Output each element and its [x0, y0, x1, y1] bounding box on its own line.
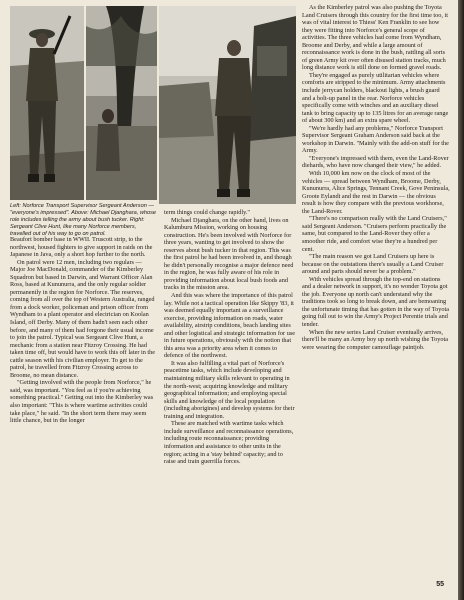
paragraph: "Everyone's impressed with them, even the Land-Rover diehards, who have now changed their view," he added.: [302, 154, 449, 170]
paragraph: When the new series Land Cruiser eventually arrives, there'll be many an Army boy up north wishing the Toyota were wearing the computer camouflage paintjob.: [302, 328, 449, 351]
paragraph: "The main reason we got Land Cruisers up here is because on the outstations there's usually a Land Cruiser around and parts should never be a problem.": [302, 253, 444, 276]
article-column-left: [10, 236, 156, 425]
paragraph: Michael Djanghara, on the other hand, lives on Kalumburu Mission, working on housing construction. He's been involved with Norforce for three years, wanting to get involved to show the reserves about bush tucker in that region. This was the first patrol he had been involved in, and though he didn't personally recognise a major defence need in the region, he was fully aware of his role in providing information about local bush foods and tracks in the mission area.: [164, 216, 294, 292]
page-number: 55: [436, 581, 444, 588]
paragraph: "There's no comparison really with the Land Cruisers," said Sergeant Anderson. "Cruisers perform practically the same, but compared to the Land-Rover they offer a smoother ride, and comfort wise they're a hundred per cent.: [302, 215, 447, 253]
paragraph: With vehicles spread through the top-end on stations and a dealer network in support, it's no wonder Toyota got the job. Everyone up north can't understand why the traditions took so long to break down, and are bemoaning the unfortunate timing that has gotten in the way of Toyota going full out to win the Army's Project Perentie trials and tender.: [302, 275, 449, 328]
paragraph: On patrol were 12 men, including two regulars — Major Joe MacDonald, commander of the Kimberley Squadron but based in Darwin, and Warrant Officer Alan Ross, based at Kununurra, and the only regular soldier permanently in the region for Norforce. The reserves, coming from all over the top of Western Australia, ranged from a dock worker, policeman and prison officer from Wyndham to a plant operator and electrician on Koolan Island, off Derby. Many of them hadn't seen each other before, and many of them had forgone their usual income to join the patrol. Typical was Sergeant Clive Hunt, a mechanic from a station near Fitzroy Crossing. He had taken time off, but would have to work this off later in the cattle season with his civilian employer. To get to the patrol, he travelled from Fitzroy Crossing across to Broome, no mean distance.: [10, 258, 156, 379]
page-spine-edge: [458, 0, 464, 600]
article-column-middle: [164, 209, 296, 466]
paragraph: term things could change rapidly.": [164, 209, 250, 216]
photo-sergeant-clive-hunt: [159, 6, 296, 204]
article-column-right: [302, 4, 450, 351]
paragraph: "Getting involved with the people from Norforce," he said, was important. "You feel as if you're achieving something practical." Getting out into the Kimberley was also important: "This is where wartime activities could take place," he said. "In the short term there may seem little chance, but in the longer: [10, 379, 154, 425]
paragraph: It was also fulfilling a vital part of Norforce's peacetime tasks, which include developing and maintaining military skills relevant to operating in the north-west; acquiring knowledge and military geographical information; and employing special skills and knowledge of the local population (including aborigines) and develop systems for their training and integration.: [164, 359, 295, 420]
photo-sergeant-anderson: [10, 6, 84, 200]
paragraph: And this was where the importance of this patrol lay. While not a tactical operation like Skippy '83, it was deemed equally important as a surveillance exercise, providing information on roads, water availability, airstrip conditions, beach landing sites and other logistical and strategic information for use in future operations, obviously with the notion that this area was a priority area when it comes to defence of the northwest.: [164, 292, 296, 360]
photo-michael-djanghara: [86, 6, 157, 200]
paragraph: As the Kimberley patrol was also pushing the Toyota Land Cruisers through this country for the first time too, it was of vital interest to Thiess' Ken Franklin to see how they were fitting into Norforce's general scope of activities. The three vehicles had come from Wyndham, Broome and Derby, and while a large amount of reconnaissance work is done in the bush, rattling all sorts of green Army kit over often disused station tracks, much long distance work is still done on formed gravel roads.: [302, 4, 448, 72]
paragraph: They're engaged as purely utilitarian vehicles where comforts are stripped to the minimum. Army attachments include jerrycan holders, blackout lights, a brush guard and a bolt-up panel in the rear. Norforce vehicles specifically come with winches and an auxiliary diesel tank to bring capacity up to 135 litres for an average range of about 300 km) and an extra spare wheel.: [302, 71, 449, 125]
paragraph: These are matched with wartime tasks which include surveillance and reconnaissance operations, including route reconnaissance; providing information and assistance to other units in the region; acting in a 'stay behind' capacity; and to raise and train guerrilla forces.: [164, 420, 294, 466]
paragraph: "We're hardly had any problems," Norforce Transport Supervisor Sergeant Graham Anderson said back at the workshop in Darwin. "Mainly with the add-on stuff for the Army.: [302, 124, 449, 155]
paragraph: With 10,000 km now on the clock of most of the vehicles — spread between Wyndham, Broome, Derby, Kununurra, Alice Springs, Tennant Creek, Gove Peninsula, Groote Eylandt and the rest in Darwin — the obvious result is how they compare with the previous workhorse, the Land-Rover.: [302, 170, 450, 215]
photo-caption: Left: Norforce Transport Supervisor Sergeant Anderson — "everyone's impressed". Above: Michael Djanghara, whose role includes telling the army about bush tucker. Right: Sergeant Clive Hunt, like many Norforce members, travelled out of his way to go on patrol.: [10, 203, 156, 237]
paragraph: Beaufort bomber base in WWII. Truscott strip, to the northwest, housed fighters to give support in raids on the Japanese in Java, only a short hop further to the north.: [10, 236, 153, 259]
